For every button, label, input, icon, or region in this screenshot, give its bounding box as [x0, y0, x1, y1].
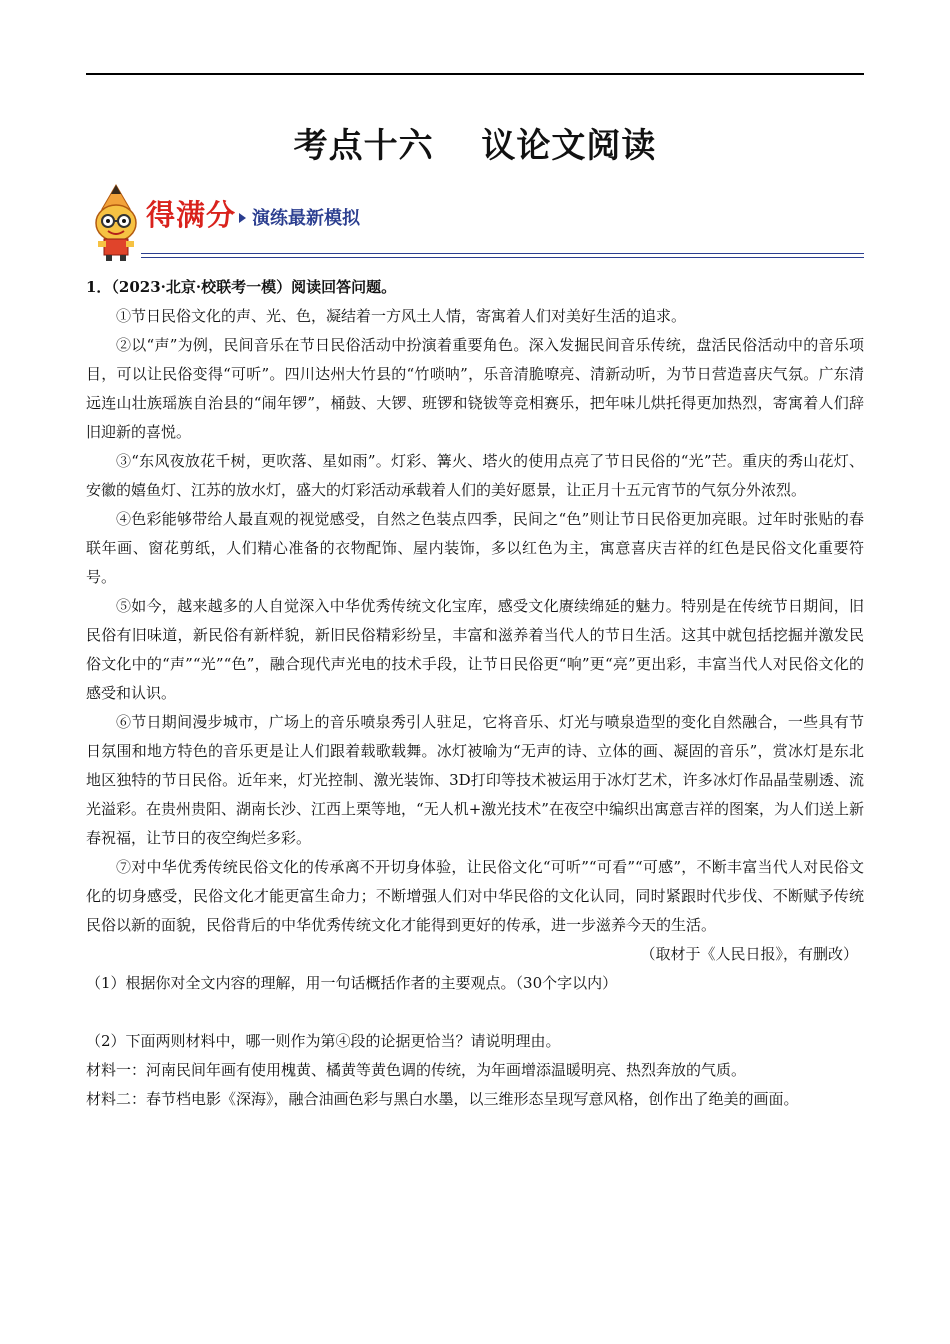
pencil-mascot-icon — [86, 183, 146, 263]
passage-paragraph: ⑦对中华优秀传统民俗文化的传承离不开切身体验，让民俗文化“可听”“可看”“可感”，不断丰富当代人对民俗文化的切身感受，民俗文化才能更富生命力；不断增强人们对中华民俗的文化认同，同时紧跟时代步伐、不断赋予传统民俗以新的面貌，民俗背后的中华优秀传统文化才能得到更好的传承，进一步滋养今天的生活。 — [86, 858, 864, 934]
header-rule — [86, 73, 864, 75]
passage-paragraph: ③“东风夜放花千树，更吹落、星如雨”。灯彩、篝火、塔火的使用点亮了节日民俗的“光”芒。重庆的秀山花灯、安徽的嬉鱼灯、江苏的放水灯，盛大的灯彩活动承载着人们的美好愿景，让正月十五元宵节的气氛分外浓烈。 — [86, 452, 864, 499]
passage-paragraph: ④色彩能够带给人最直观的视觉感受，自然之色装点四季，民间之“色”则让节日民俗更加亮眼。过年时张贴的春联年画、窗花剪纸，人们精心准备的衣物配饰、屋内装饰，多以红色为主，寓意喜庆吉祥的红色是民俗文化重要符号。 — [86, 510, 864, 586]
material-2: 材料二：春节档电影《深海》，融合油画色彩与黑白水墨，以三维形态呈现写意风格，创作出了绝美的画面。 — [86, 1090, 799, 1108]
arrow-right-icon — [239, 213, 246, 223]
question-body — [86, 273, 864, 1114]
banner-underline — [141, 253, 864, 254]
material-1: 材料一：河南民间年画有使用槐黄、橘黄等黄色调的传统，为年画增添温暖明亮、热烈奔放的气质。 — [86, 1061, 747, 1079]
passage-paragraph: ⑥节日期间漫步城市，广场上的音乐喷泉秀引人驻足，它将音乐、灯光与喷泉造型的变化自然融合，一些具有节日氛围和地方特色的音乐更是让人们跟着载歌载舞。冰灯被喻为“无声的诗、立体的画、凝固的音乐”，赏冰灯是东北地区独特的节日民俗。近年来，灯光控制、激光装饰、3D打印等技术被运用于冰灯艺术，许多冰灯作品晶莹剔透、流光溢彩。在贵州贵阳、湖南长沙、江西上栗等地，“无人机+激光技术”在夜空中编织出寓意吉祥的图案，为人们送上新春祝福，让节日的夜空绚烂多彩。 — [86, 713, 864, 847]
section-banner — [86, 183, 864, 263]
passage-source: （取材于《人民日报》，有删改） — [640, 945, 858, 963]
passage-paragraph: ②以“声”为例，民间音乐在节日民俗活动中扮演着重要角色。深入发掘民间音乐传统，盘活民俗活动中的音乐项目，可以让民俗变得“可听”。四川达州大竹县的“竹唢呐”，乐音清脆嘹亮、清新动听，为节日营造喜庆气氛。广东清远连山壮族瑶族自治县的“闹年锣”，桶鼓、大锣、班锣和铙钹等竞相赛乐，把年味儿烘托得更加热烈，寄寓着人们辞旧迎新的喜悦。 — [86, 336, 864, 441]
passage-paragraph: ①节日民俗文化的声、光、色，凝结着一方风土人情，寄寓着人们对美好生活的追求。 — [116, 307, 687, 325]
banner-title: 得满分 — [146, 198, 237, 232]
sub-question-1: （1）根据你对全文内容的理解，用一句话概括作者的主要观点。（30个字以内） — [86, 974, 618, 992]
sub-question-2: （2）下面两则材料中，哪一则作为第④段的论据更恰当？请说明理由。 — [86, 1032, 561, 1050]
page-title: 考点十六 议论文阅读 — [293, 126, 657, 166]
question-header: 1．（2023·北京·校联考一模）阅读回答问题。 — [86, 278, 397, 296]
answer-space — [86, 998, 864, 1027]
passage-paragraph: ⑤如今，越来越多的人自觉深入中华优秀传统文化宝库，感受文化赓续绵延的魅力。特别是在传统节日期间，旧民俗有旧味道，新民俗有新样貌，新旧民俗精彩纷呈，丰富和滋养着当代人的节日生活。这其中就包括挖掘并激发民俗文化中的“声”“光”“色”，融合现代声光电的技术手段，让节日民俗更“响”更“亮”更出彩，丰富当代人对民俗文化的感受和认识。 — [86, 597, 864, 702]
banner-subtitle: 演练最新模拟 — [252, 208, 360, 229]
banner-underline — [141, 257, 864, 258]
